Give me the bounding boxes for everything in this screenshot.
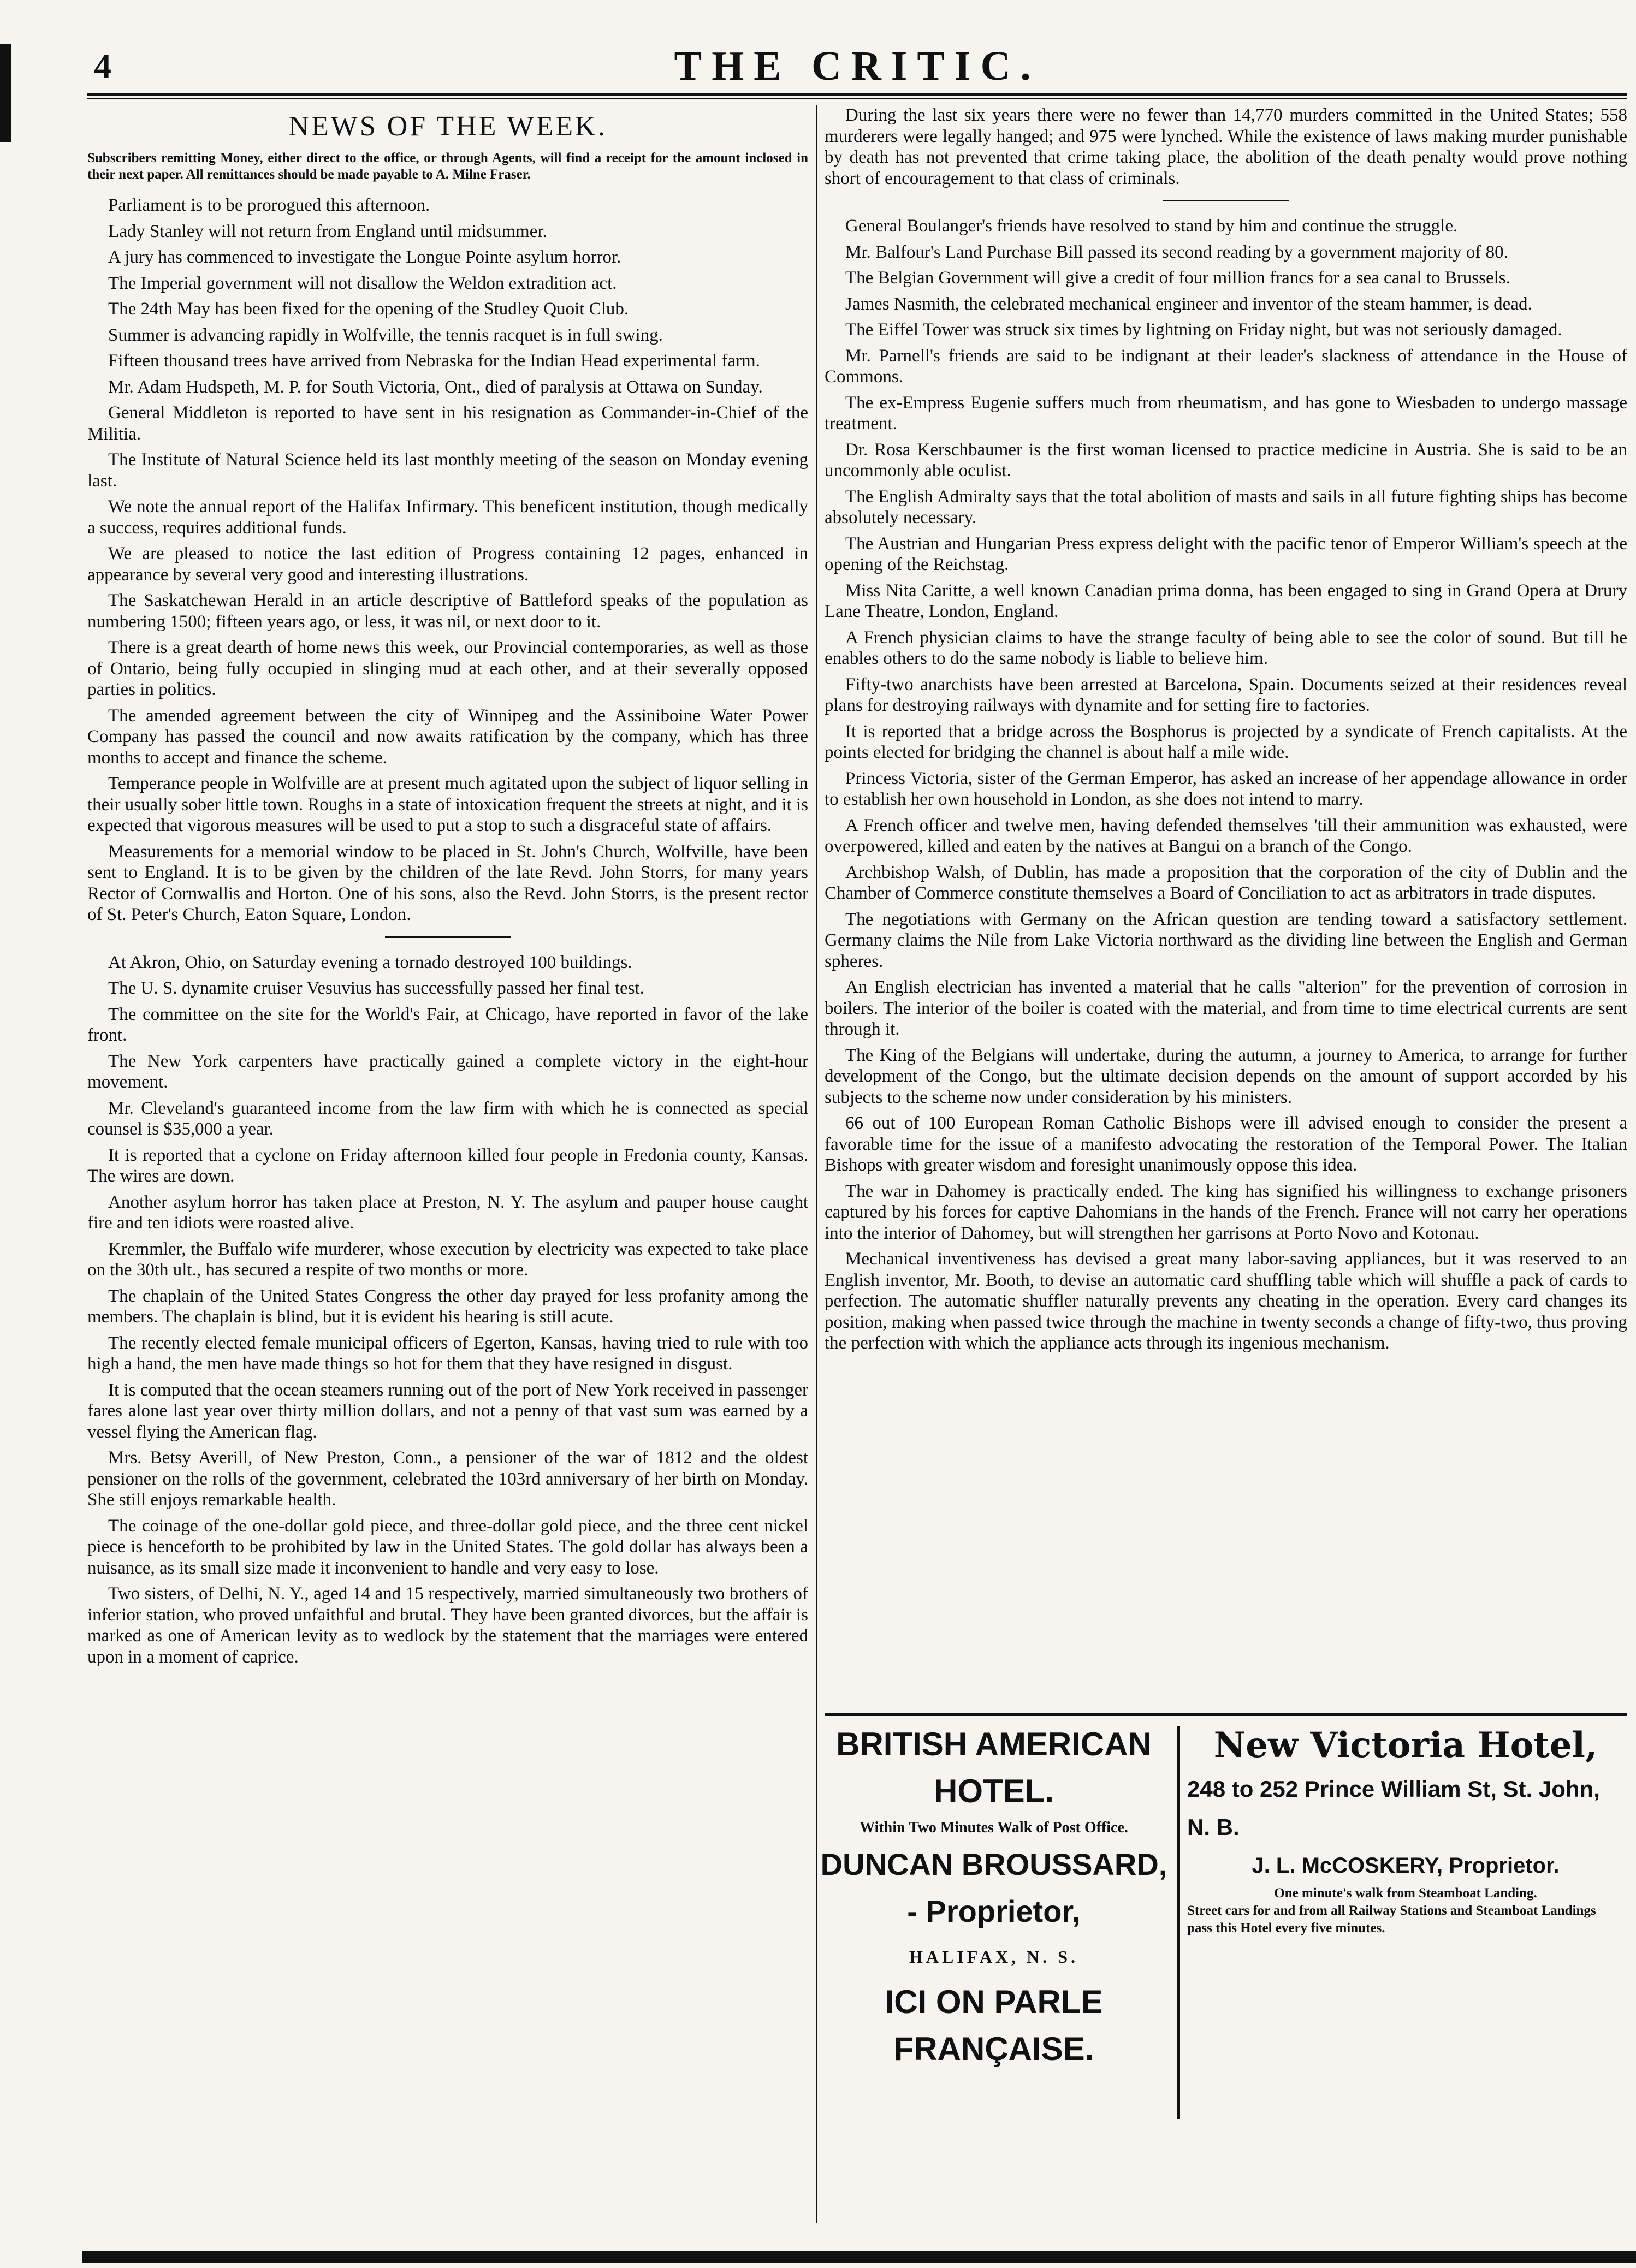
british-american-hotel-ad bbox=[814, 1721, 1174, 2073]
news-item: A jury has commenced to investigate the Longue Pointe asylum horror. bbox=[108, 247, 621, 267]
news-item: Mrs. Betsy Averill, of New Preston, Conn., a pensioner of the war of 1812 and the oldest pensioner on the rolls of the government, celebrated the 103rd anniversary of her birth on Monday. She still enjoys remarkable health. bbox=[87, 1448, 808, 1510]
hotel-name: BRITISH AMERICAN HOTEL. bbox=[836, 1726, 1152, 1809]
murder-statistics-item: During the last six years there were no fewer than 14,770 murders committed in the United States; 558 murderers were legally hanged; and 975 were lynched. While the existence of laws making murder punishable by death has not prevented that crime taking place, the abolition of the death penalty would prove nothing short of encouragement to that class of criminals. bbox=[825, 105, 1627, 188]
news-item: The recently elected female municipal officers of Egerton, Kansas, having tried to rule with too high a hand, the men have made things so hot for them that they have resigned in disgust. bbox=[87, 1333, 808, 1374]
section-title: NEWS OF THE WEEK. bbox=[288, 111, 607, 142]
hotel-address: 248 to 252 Prince William St, St. John, N. B. bbox=[1187, 1776, 1600, 1840]
hotel-city: HALIFAX, N. S. bbox=[909, 1947, 1079, 1967]
local-news-list bbox=[87, 195, 808, 925]
american-news-list bbox=[87, 952, 808, 1668]
news-item: The Institute of Natural Science held its last monthly meeting of the season on Monday evening last. bbox=[87, 450, 808, 491]
news-item: Dr. Rosa Kerschbaumer is the first woman licensed to practice medicine in Austria. She is said to be an uncommonly able oculist. bbox=[825, 440, 1627, 480]
news-item: The Belgian Government will give a credit of four million francs for a sea canal to Brussels. bbox=[845, 268, 1510, 288]
hotel-distance: Within Two Minutes Walk of Post Office. bbox=[860, 1819, 1128, 1836]
news-item: Measurements for a memorial window to be placed in St. John's Church, Wolfville, have been sent to England. It is to be given by the children of the late Revd. John Storrs, for many years Rector of Cornwallis and Horton. One of his sons, also the Revd. John Storrs, is the present rector of St. Peter's Church, Eaton Square, London. bbox=[87, 841, 808, 924]
news-item: The negotiations with Germany on the African question are tending toward a satisfactory settlement. Germany claims the Nile from Lake Victoria northward as the dividing line between the English and German spheres. bbox=[825, 909, 1627, 971]
news-item: At Akron, Ohio, on Saturday evening a tornado destroyed 100 buildings. bbox=[108, 952, 632, 972]
news-item: James Nasmith, the celebrated mechanical engineer and inventor of the steam hammer, is dead. bbox=[845, 294, 1532, 314]
news-item: Another asylum horror has taken place at Preston, N. Y. The asylum and pauper house caught fire and ten idiots were roasted alive. bbox=[87, 1192, 808, 1233]
news-item: The U. S. dynamite cruiser Vesuvius has successfully passed her final test. bbox=[108, 978, 644, 998]
news-item: Fifteen thousand trees have arrived from Nebraska for the Indian Head experimental farm. bbox=[108, 351, 760, 371]
header-rule-thin bbox=[87, 98, 1627, 99]
news-item: A French officer and twelve men, having defended themselves 'till their ammunition was exhausted, were overpowered, killed and eaten by the natives at Bangui on a branch of the Congo. bbox=[825, 815, 1627, 856]
news-item: General Boulanger's friends have resolved to stand by him and continue the struggle. bbox=[845, 216, 1458, 236]
news-item: Mechanical inventiveness has devised a great many labor-saving appliances, but it was reserved to an English inventor, Mr. Booth, to devise an automatic card shuffling table which will shuffle a pack of cards to perfection. The automatic shuffler naturally prevents any cheating in the operation. Every card changes its position, making when passed twice through the machine in twenty seconds a change of fifty-two, thus proving the perfection with which the appliance acts through its ingenious mechanism. bbox=[825, 1249, 1627, 1353]
news-item: The Imperial government will not disallow the Weldon extradition act. bbox=[108, 273, 617, 293]
news-item: We note the annual report of the Halifax Infirmary. This beneficent institution, though medically a success, requires additional funds. bbox=[87, 497, 808, 538]
news-item: Parliament is to be prorogued this afternoon. bbox=[108, 195, 430, 215]
news-item: Archbishop Walsh, of Dublin, has made a proposition that the corporation of the city of Dublin and the Chamber of Commerce constitute themselves a Board of Conciliation to act as arbitrators in trade disputes. bbox=[825, 862, 1627, 903]
news-item: There is a great dearth of home news this week, our Provincial contemporaries, as well as those of Ontario, being fully occupied in slinging mud at each other, and at their severally opposed parties in politics. bbox=[87, 638, 808, 699]
scan-edge-mark bbox=[0, 44, 11, 142]
subscriber-notice: Subscribers remitting Money, either direct to the office, or through Agents, will find a receipt for the amount inclosed in their next paper. All remittances should be made payable to A. Milne Fraser. bbox=[87, 151, 808, 182]
left-column bbox=[87, 105, 808, 2223]
news-item: Mr. Adam Hudspeth, M. P. for South Victoria, Ont., died of paralysis at Ottawa on Sunday. bbox=[108, 377, 763, 397]
news-item: The coinage of the one-dollar gold piece, and three-dollar gold piece, and the three cent nickel piece is henceforth to be prohibited by law in the United States. The gold dollar has always been a nuisance, as its small size made it inconvenient to handle and very easy to lose. bbox=[87, 1516, 808, 1578]
news-item: An English electrician has invented a material that he calls "alterion" for the prevention of corrosion in boilers. The interior of the boiler is coated with the material, and from time to time electrical currents are sent through it. bbox=[825, 977, 1627, 1039]
hotel-proprietor: J. L. McCOSKERY, Proprietor. bbox=[1252, 1854, 1560, 1878]
news-item: 66 out of 100 European Roman Catholic Bishops were ill advised enough to consider the present a favorable time for the issue of a manifesto advocating the restoration of the Temporal Power. The Italian Bishops with greater wisdom and foresight unanimously oppose this idea. bbox=[825, 1113, 1627, 1175]
news-item: It is reported that a cyclone on Friday afternoon killed four people in Fredonia county, Kansas. The wires are down. bbox=[87, 1145, 808, 1186]
news-item: The New York carpenters have practically gained a complete victory in the eight-hour movement. bbox=[87, 1051, 808, 1092]
news-item: A French physician claims to have the strange faculty of being able to see the color of sound. But till he enables others to do the same nobody is liable to believe him. bbox=[825, 627, 1627, 668]
news-item: Mr. Cleveland's guaranteed income from the law firm with which he is connected as special counsel is $35,000 a year. bbox=[87, 1098, 808, 1139]
advertisements bbox=[814, 1721, 1627, 2130]
hotel-name: New Victoria Hotel, bbox=[1213, 1725, 1598, 1766]
ads-divider bbox=[1177, 1726, 1180, 2119]
hotel-streetcar-note: Street cars for and from all Railway Stations and Steamboat Landings pass this Hotel every five minutes. bbox=[1187, 1903, 1596, 1935]
news-item: Princess Victoria, sister of the German Emperor, has asked an increase of her appendage allowance in order to establish her own household in London, as she does not intend to marry. bbox=[825, 768, 1627, 809]
news-item: The Eiffel Tower was struck six times by lightning on Friday night, but was not seriously damaged. bbox=[845, 320, 1562, 340]
news-item: Temperance people in Wolfville are at present much agitated upon the subject of liquor selling in their usually sober little town. Roughs in a state of intoxication frequent the streets at night, and it is expected that vigorous measures will be used to put a stop to such a disgraceful state of affairs. bbox=[87, 774, 808, 835]
news-item: We are pleased to notice the last edition of Progress containing 12 pages, enhanced in appearance by several very good and interesting illustrations. bbox=[87, 544, 808, 585]
news-item: General Middleton is reported to have sent in his resignation as Commander-in-Chief of the Militia. bbox=[87, 403, 808, 444]
news-item: The amended agreement between the city of Winnipeg and the Assiniboine Water Power Company has passed the council and now awaits ratification by the company, which has three months to accept and finance the scheme. bbox=[87, 705, 808, 768]
news-item: Fifty-two anarchists have been arrested at Barcelona, Spain. Documents seized at their residences reveal plans for destroying railways with dynamite and for setting fire to factories. bbox=[825, 674, 1627, 715]
section-divider bbox=[1163, 200, 1289, 201]
masthead-header bbox=[87, 43, 1627, 92]
news-item: The Saskatchewan Herald in an article descriptive of Battleford speaks of the population as numbering 1500; fifteen years ago, or less, it was nil, or next door to it. bbox=[87, 591, 808, 632]
news-item: The committee on the site for the World's Fair, at Chicago, have reported in favor of the lake front. bbox=[87, 1004, 808, 1045]
header-rule-thick bbox=[87, 93, 1627, 96]
hotel-tagline: ICI ON PARLE FRANÇAISE. bbox=[885, 1984, 1103, 2067]
news-item: Lady Stanley will not return from England until midsummer. bbox=[108, 221, 547, 241]
news-item: The chaplain of the United States Congress the other day prayed for less profanity among the members. The chaplain is blind, but it is evident his hearing is still acute. bbox=[87, 1286, 808, 1327]
newspaper-title: THE CRITIC. bbox=[674, 43, 1041, 89]
news-item: The English Admiralty says that the total abolition of masts and sails in all future fighting ships has become absolutely necessary. bbox=[825, 486, 1627, 527]
news-item: Summer is advancing rapidly in Wolfville, the tennis racquet is in full swing. bbox=[108, 325, 663, 345]
news-item: Kremmler, the Buffalo wife murderer, whose execution by electricity was expected to take place on the 30th ult., has secured a respite of two months or more. bbox=[87, 1239, 808, 1280]
news-item: Two sisters, of Delhi, N. Y., aged 14 and 15 respectively, married simultaneously two brothers of inferior station, who proved unfaithful and brutal. They have been granted divorces, but the affair is marked as one of American levity as to wedlock by the statement that the marriages were entered upon in a moment of caprice. bbox=[87, 1584, 808, 1667]
news-item: It is computed that the ocean steamers running out of the port of New York received in passenger fares alone last year over thirty million dollars, and not a penny of that vast sum was earned by a vessel flying the American flag. bbox=[87, 1380, 808, 1442]
news-item: Miss Nita Caritte, a well known Canadian prima donna, has been engaged to sing in Grand Opera at Drury Lane Theatre, London, England. bbox=[825, 580, 1627, 621]
hotel-proprietor: DUNCAN BROUSSARD, - Proprietor, bbox=[820, 1847, 1167, 1928]
news-item: The King of the Belgians will undertake, during the autumn, a journey to America, to arrange for further development of the Congo, but the ultimate decision depends on the amount of support accorded by his subjects to the scheme now under consideration by his ministers. bbox=[825, 1045, 1627, 1107]
news-item: Mr. Balfour's Land Purchase Bill passed its second reading by a government majority of 80. bbox=[845, 242, 1508, 262]
right-column bbox=[825, 105, 1627, 1710]
news-item: The ex-Empress Eugenie suffers much from rheumatism, and has gone to Wiesbaden to undergo massage treatment. bbox=[825, 393, 1627, 434]
new-victoria-hotel-ad bbox=[1187, 1721, 1624, 1937]
page-number: 4 bbox=[94, 46, 111, 85]
ads-rule bbox=[825, 1713, 1627, 1716]
news-item: Mr. Parnell's friends are said to be indignant at their leader's slackness of attendance in the House of Commons. bbox=[825, 346, 1627, 387]
news-item: The Austrian and Hungarian Press express delight with the pacific tenor of Emperor William's speech at the opening of the Reichstag. bbox=[825, 533, 1627, 574]
scan-bottom-edge bbox=[82, 2251, 1636, 2263]
hotel-note: One minute's walk from Steamboat Landing. bbox=[1274, 1886, 1537, 1901]
news-item: The 24th May has been fixed for the opening of the Studley Quoit Club. bbox=[108, 299, 629, 319]
foreign-news-list bbox=[825, 216, 1627, 1354]
section-divider bbox=[385, 936, 511, 938]
news-item: It is reported that a bridge across the Bosphorus is projected by a syndicate of French capitalists. At the points elected for bridging the channel is about half a mile wide. bbox=[825, 721, 1627, 762]
news-item: The war in Dahomey is practically ended. The king has signified his willingness to exchange prisoners captured by his forces for captive Dahomians in the hands of the French. France will not carry her operations into the interior of Dahomey, but will strengthen her garrisons at Porto Novo and Kotonau. bbox=[825, 1181, 1627, 1243]
